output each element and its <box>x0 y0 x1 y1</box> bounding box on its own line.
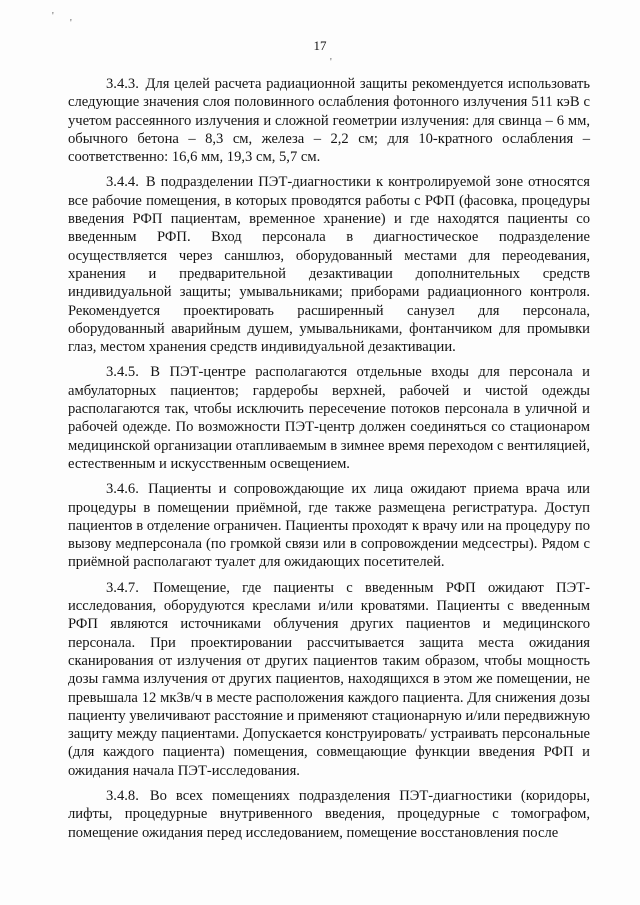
scan-mark: ' <box>70 18 72 29</box>
paragraph-3-4-5 <box>68 363 590 473</box>
paragraph-3-4-3 <box>68 75 590 166</box>
paragraph-number: 3.4.5. <box>106 364 139 381</box>
paragraph-3-4-8 <box>68 787 590 842</box>
paragraph-3-4-6 <box>68 480 590 571</box>
paragraph-text: Пациенты и сопровождающие их лица ожидают приема врача или процедуры в помещении приёмной, где также размещена регистратура. Доступ пациентов в отделение ограничен. Пациенты проходят к врачу или на процедуру по вызову медперсонала (по громкой связи или в сопровождении медсестры). Рядом с приёмной располагают туалет для ожидающих посетителей. <box>68 481 590 571</box>
document-body <box>68 75 590 849</box>
paragraph-text: Помещение, где пациенты с введенным РФП ожидают ПЭТ-исследования, оборудуются креслами и/или кроватями. Пациенты с введенным РФП являются источниками облучения других пациентов и медицинского персонала. При проектировании рассчитывается защита места ожидания сканирования от излучения от других пациентов таким образом, чтобы мощность дозы гамма излучения от других пациентов, находящихся в этом же помещении, не превышала 12 мкЗв/ч в месте расположения каждого пациента. Для снижения дозы пациенту увеличивают расстояние и применяют стационарную и/или передвижную защиту между пациентами. Допускается конструировать/ устраивать персональные (для каждого пациента) помещения, совмещающие функции введения РФП и ожидания начала ПЭТ-исследования. <box>68 579 591 779</box>
paragraph-number: 3.4.8. <box>106 787 139 804</box>
paragraph-number: 3.4.6. <box>106 481 139 498</box>
paragraph-3-4-4 <box>68 173 590 356</box>
scan-mark: ' <box>330 57 332 68</box>
paragraph-text: Для целей расчета радиационной защиты рекомендуется использовать следующие значения слоя половинного ослабления фотонного излучения 511 кэВ с учетом рассеянного излучения и сложной геометрии излучения: для свинца – 6 мм, обычного бетона – 8,3 см, железа – 2,2 см; для 10-кратного ослабления – соответственно: 16,6 мм, 19,3 см, 5,7 см. <box>68 76 590 166</box>
scan-mark: ' <box>52 11 54 22</box>
paragraph-number: 3.4.4. <box>106 174 139 191</box>
paragraph-number: 3.4.7. <box>106 579 139 596</box>
paragraph-text: В ПЭТ-центре располагаются отдельные входы для персонала и амбулаторных пациентов; гардеробы верхней, рабочей и чистой одежды располагаются так, чтобы исключить пересечение потоков персонала в уличной и рабочей одежде. По возможности ПЭТ-центр должен соединяться со стационаром медицинской организации отапливаемым в зимнее время переходом с вентиляцией, естественным и искусственным освещением. <box>68 364 590 472</box>
paragraph-text: Во всех помещениях подразделения ПЭТ-диагностики (коридоры, лифты, процедурные внутривенного введения, процедурные с томографом, помещение ожидания перед исследованием, помещение восстановления после <box>68 787 590 841</box>
paragraph-3-4-7 <box>68 579 590 780</box>
page-number: 17 <box>313 38 327 53</box>
paragraph-text: В подразделении ПЭТ-диагностики к контролируемой зоне относятся все рабочие помещения, в которых проводятся работы с РФП (фасовка, процедуры введения РФП пациентам, временное хранение) и где находятся пациенты со введенным РФП. Вход персонала в диагностическое подразделение осуществляется через саншлюз, оборудованный местами для переодевания, хранения и предварительной дезактивации дополнительных средств индивидуальной защиты; умывальниками; приборами радиационного контроля. Рекомендуется проектировать расширенный санузел для персонала, оборудованный аварийным душем, умывальниками, фонтанчиком для промывки глаз, местом хранения средств индивидуальной дезактивации. <box>68 174 590 356</box>
paragraph-number: 3.4.3. <box>106 76 139 92</box>
